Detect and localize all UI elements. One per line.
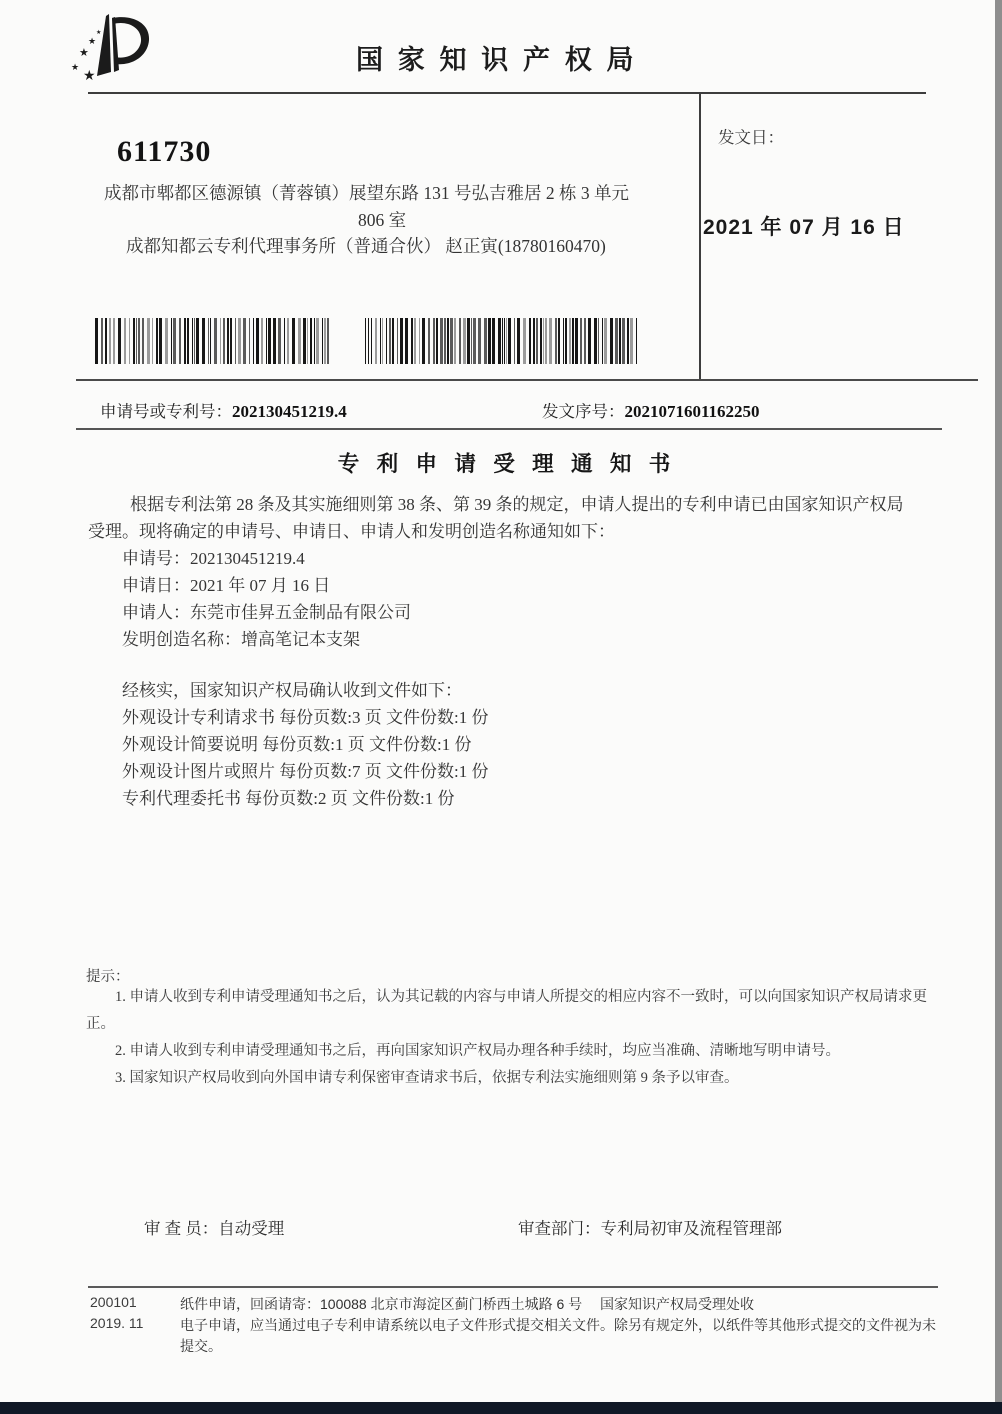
tip-item-2: 2. 申请人收到专利申请受理通知书之后，再向国家知识产权局办理各种手续时，均应当准确、清晰地写明申请号。 bbox=[115, 1043, 840, 1059]
star-icon: ★ bbox=[83, 69, 96, 84]
field-application-number: 申请号：202130451219.4 bbox=[122, 549, 305, 568]
barcode bbox=[95, 318, 332, 364]
serial-number-row bbox=[542, 398, 760, 422]
postal-code: 611730 bbox=[117, 135, 212, 168]
star-icon: ★ bbox=[79, 47, 89, 59]
cnipa-logo bbox=[70, 14, 160, 94]
received-document-item: 专利代理委托书 每份页数:2 页 文件份数:1 份 bbox=[122, 789, 455, 808]
application-number-row bbox=[100, 398, 347, 422]
footer-efiling-note: 电子申请，应当通过电子专利申请系统以电子文件形式提交相关文件。除另有规定外，以纸件等其他形式提交的文件视为未提交。 bbox=[180, 1317, 936, 1354]
star-icon: ★ bbox=[88, 36, 97, 46]
barcode bbox=[365, 318, 641, 364]
department-row bbox=[518, 1215, 782, 1239]
received-document-item: 外观设计图片或照片 每份页数:7 页 文件份数:1 份 bbox=[122, 762, 489, 781]
department-value: 专利局初审及流程管理部 bbox=[600, 1219, 782, 1238]
agency-title: 国 家 知 识 产 权 局 bbox=[356, 45, 638, 75]
footer-paper-filing-note: 纸件申请，回函请寄：100088 北京市海淀区蓟门桥西土城路 6 号 国家知识产权局受理处收 bbox=[180, 1296, 755, 1312]
received-document-item: 外观设计简要说明 每份页数:1 页 文件份数:1 份 bbox=[122, 735, 472, 754]
section-divider bbox=[76, 428, 942, 430]
received-document-item: 外观设计专利请求书 每份页数:3 页 文件份数:1 份 bbox=[122, 708, 489, 727]
notice-intro-line1: 根据专利法第 28 条及其实施细则第 38 条、第 39 条的规定，申请人提出的专利申请已由国家知识产权局 bbox=[130, 495, 904, 514]
examiner-row bbox=[144, 1215, 284, 1239]
examiner-value: 自动受理 bbox=[218, 1219, 285, 1238]
notice-intro-line2: 受理。现将确定的申请号、申请日、申请人和发明创造名称通知如下： bbox=[88, 522, 615, 541]
department-label: 审查部门： bbox=[518, 1219, 601, 1238]
notice-title: 专 利 申 请 受 理 通 知 书 bbox=[337, 452, 677, 476]
tip-item-1: 1. 申请人收到专利申请受理通知书之后，认为其记载的内容与申请人所提交的相应内容不一致时，可以向国家知识产权局请求更正。 bbox=[86, 989, 927, 1032]
scan-edge-right bbox=[995, 0, 1002, 1414]
field-applicant: 申请人：东莞市佳昇五金制品有限公司 bbox=[122, 603, 411, 622]
scan-edge-bottom bbox=[0, 1402, 1002, 1414]
issue-date-box-divider bbox=[699, 92, 701, 381]
star-icon: ★ bbox=[71, 62, 80, 72]
agent-line: 成都知都云专利代理事务所（普通合伙） 赵正寅(18780160470) bbox=[126, 236, 606, 256]
issue-date-value: 2021 年 07 月 16 日 bbox=[703, 216, 905, 239]
field-invention-title: 发明创造名称：增高笔记本支架 bbox=[122, 630, 360, 649]
recipient-address-line2: 806 室 bbox=[357, 210, 407, 230]
serial-number-value: 2021071601162250 bbox=[624, 402, 760, 421]
recipient-address-line1: 成都市郫都区德源镇（菁蓉镇）展望东路 131 号弘吉雅居 2 栋 3 单元 bbox=[104, 183, 629, 203]
form-date: 2019. 11 bbox=[90, 1315, 144, 1331]
serial-number-label: 发文序号： bbox=[542, 402, 625, 421]
issue-date-label: 发文日： bbox=[718, 128, 784, 147]
application-number-label: 申请号或专利号： bbox=[100, 402, 232, 421]
received-documents-intro: 经核实，国家知识产权局确认收到文件如下： bbox=[122, 681, 462, 700]
star-icon: ★ bbox=[96, 30, 102, 36]
examiner-label: 审 查 员： bbox=[144, 1219, 219, 1238]
form-code: 200101 bbox=[90, 1294, 137, 1310]
application-number-value: 202130451219.4 bbox=[232, 402, 347, 421]
tip-item-3: 3. 国家知识产权局收到向外国申请专利保密审查请求书后，依据专利法实施细则第 9 条予以审查。 bbox=[115, 1070, 739, 1086]
tips-title: 提示： bbox=[86, 969, 130, 985]
field-filing-date: 申请日：2021 年 07 月 16 日 bbox=[122, 576, 331, 595]
footer-divider bbox=[88, 1286, 938, 1288]
header-divider bbox=[88, 92, 926, 94]
section-divider bbox=[76, 379, 978, 381]
